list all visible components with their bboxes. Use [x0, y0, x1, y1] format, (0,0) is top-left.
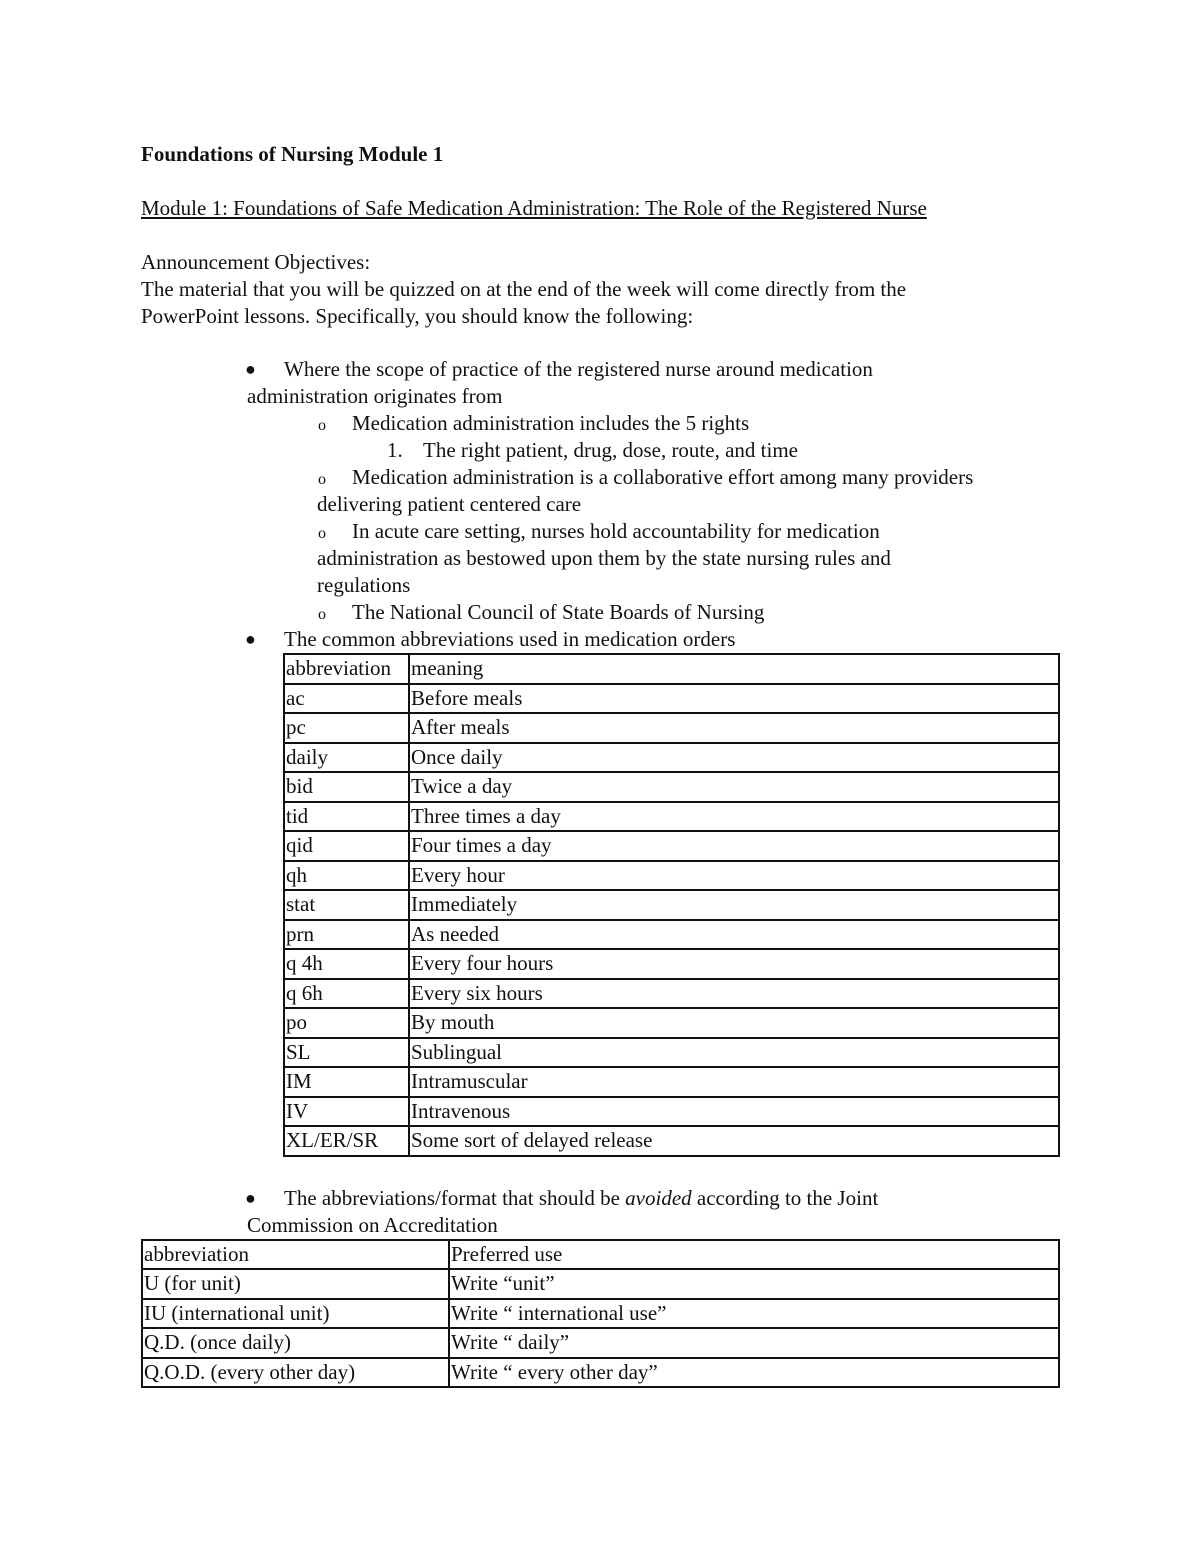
table-row	[284, 949, 1059, 979]
abbreviation-cell: ac	[284, 684, 409, 714]
avoided-abbreviations-table	[141, 1239, 1060, 1389]
value-cell: Every six hours	[409, 979, 1059, 1009]
bullet-text: The common abbreviations used in medication orders	[284, 627, 736, 651]
table-row	[284, 1126, 1059, 1156]
abbreviation-cell: prn	[284, 920, 409, 950]
abbreviation-cell: Q.O.D. (every other day)	[142, 1358, 449, 1388]
value-cell: Write “unit”	[449, 1269, 1059, 1299]
sub-bullet-text-continued: regulations	[317, 573, 411, 597]
bullet-text	[247, 1185, 1061, 1212]
table-row	[284, 802, 1059, 832]
table-row	[284, 1067, 1059, 1097]
table-row	[284, 979, 1059, 1009]
sub-bullet-collaborative	[141, 464, 1061, 518]
sub-bullet-text: In acute care setting, nurses hold accountability for medication	[352, 519, 880, 543]
sub-bullet-text: The National Council of State Boards of Nursing	[352, 600, 765, 624]
value-cell: Before meals	[409, 684, 1059, 714]
table-row	[142, 1269, 1059, 1299]
value-cell: Sublingual	[409, 1038, 1059, 1068]
value-cell: Some sort of delayed release	[409, 1126, 1059, 1156]
value-cell: Write “ every other day”	[449, 1358, 1059, 1388]
table-row	[142, 1299, 1059, 1329]
value-cell: By mouth	[409, 1008, 1059, 1038]
document-title: Foundations of Nursing Module 1	[141, 142, 444, 166]
bullet-dot-icon: ●	[245, 629, 256, 649]
bullet-dot-icon: ●	[245, 359, 256, 379]
abbreviation-cell: po	[284, 1008, 409, 1038]
sub-bullet-circle-icon: o	[318, 606, 326, 623]
abbreviation-cell: daily	[284, 743, 409, 773]
abbreviation-cell: Q.D. (once daily)	[142, 1328, 449, 1358]
bullet-text: Where the scope of practice of the registered nurse around medication	[284, 357, 873, 381]
sub-bullet-text: Medication administration includes the 5 rights	[352, 411, 750, 435]
abbreviation-cell: IM	[284, 1067, 409, 1097]
abbreviations-table	[283, 653, 1060, 1157]
value-cell: Three times a day	[409, 802, 1059, 832]
table-row	[142, 1358, 1059, 1388]
table-header-cell: Preferred use	[449, 1240, 1059, 1270]
objectives-heading: Announcement Objectives:	[141, 250, 371, 274]
table-row	[284, 1038, 1059, 1068]
value-cell: Write “ international use”	[449, 1299, 1059, 1329]
abbreviation-cell: pc	[284, 713, 409, 743]
table-header-row	[142, 1240, 1059, 1270]
bullet-text-part: according to the Joint	[691, 1185, 879, 1210]
table-row	[284, 1097, 1059, 1127]
abbreviation-cell: IV	[284, 1097, 409, 1127]
sub-bullet-text: Medication administration is a collaborative effort among many providers	[352, 465, 974, 489]
value-cell: Every hour	[409, 861, 1059, 891]
table-row	[284, 1008, 1059, 1038]
abbreviation-cell: q 4h	[284, 949, 409, 979]
bullet-scope-of-practice	[141, 356, 1061, 410]
sub-bullet-circle-icon: o	[318, 471, 326, 488]
value-cell: Once daily	[409, 743, 1059, 773]
abbreviation-cell: bid	[284, 772, 409, 802]
table-header-cell: abbreviation	[142, 1240, 449, 1270]
value-cell: Intramuscular	[409, 1067, 1059, 1097]
abbreviation-cell: stat	[284, 890, 409, 920]
table-row	[284, 831, 1059, 861]
sub-bullet-text-continued: delivering patient centered care	[317, 492, 582, 516]
value-cell: As needed	[409, 920, 1059, 950]
abbreviation-cell: XL/ER/SR	[284, 1126, 409, 1156]
sub-bullet-circle-icon: o	[318, 417, 326, 434]
table-row	[142, 1328, 1059, 1358]
table-row	[284, 772, 1059, 802]
table-row	[284, 920, 1059, 950]
number-marker: 1.	[387, 438, 403, 462]
value-cell: Immediately	[409, 890, 1059, 920]
value-cell: After meals	[409, 713, 1059, 743]
document-page	[141, 140, 1061, 1388]
abbreviation-cell: qid	[284, 831, 409, 861]
table-row	[284, 861, 1059, 891]
table-row	[284, 684, 1059, 714]
intro-line-2: PowerPoint lessons. Specifically, you should know the following:	[141, 304, 694, 328]
bullet-common-abbreviations	[141, 626, 1061, 653]
sub-bullet-ncsbn	[141, 599, 1061, 626]
numbered-item-text: The right patient, drug, dose, route, and time	[423, 438, 798, 462]
abbreviation-cell: q 6h	[284, 979, 409, 1009]
table-row	[284, 743, 1059, 773]
numbered-item-rights	[141, 437, 1061, 464]
sub-bullet-accountability	[141, 518, 1061, 599]
value-cell: Write “ daily”	[449, 1328, 1059, 1358]
abbreviation-cell: SL	[284, 1038, 409, 1068]
table-row	[284, 890, 1059, 920]
bullet-avoided-abbreviations	[141, 1185, 1061, 1239]
abbreviation-cell: U (for unit)	[142, 1269, 449, 1299]
abbreviation-cell: tid	[284, 802, 409, 832]
bullet-text-continued: administration originates from	[247, 384, 503, 408]
bullet-text-part: The abbreviations/format that should be	[284, 1185, 626, 1210]
table-row	[284, 713, 1059, 743]
bullet-dot-icon: ●	[245, 1187, 256, 1208]
intro-line-1: The material that you will be quizzed on at the end of the week will come directly from the	[141, 277, 907, 301]
value-cell: Twice a day	[409, 772, 1059, 802]
sub-bullet-text-continued: administration as bestowed upon them by the state nursing rules and	[317, 546, 891, 570]
value-cell: Four times a day	[409, 831, 1059, 861]
value-cell: Intravenous	[409, 1097, 1059, 1127]
module-subtitle: Module 1: Foundations of Safe Medication Administration: The Role of the Registered Nurse	[141, 196, 927, 220]
abbreviation-cell: qh	[284, 861, 409, 891]
bullet-emphasis: avoided	[625, 1185, 692, 1210]
sub-bullet-circle-icon: o	[318, 525, 326, 542]
table-header-row	[284, 654, 1059, 684]
sub-bullet-five-rights	[141, 410, 1061, 437]
value-cell: Every four hours	[409, 949, 1059, 979]
table-header-cell: meaning	[409, 654, 1059, 684]
abbreviation-cell: IU (international unit)	[142, 1299, 449, 1329]
bullet-text-continued: Commission on Accreditation	[247, 1212, 498, 1237]
table-header-cell: abbreviation	[284, 654, 409, 684]
